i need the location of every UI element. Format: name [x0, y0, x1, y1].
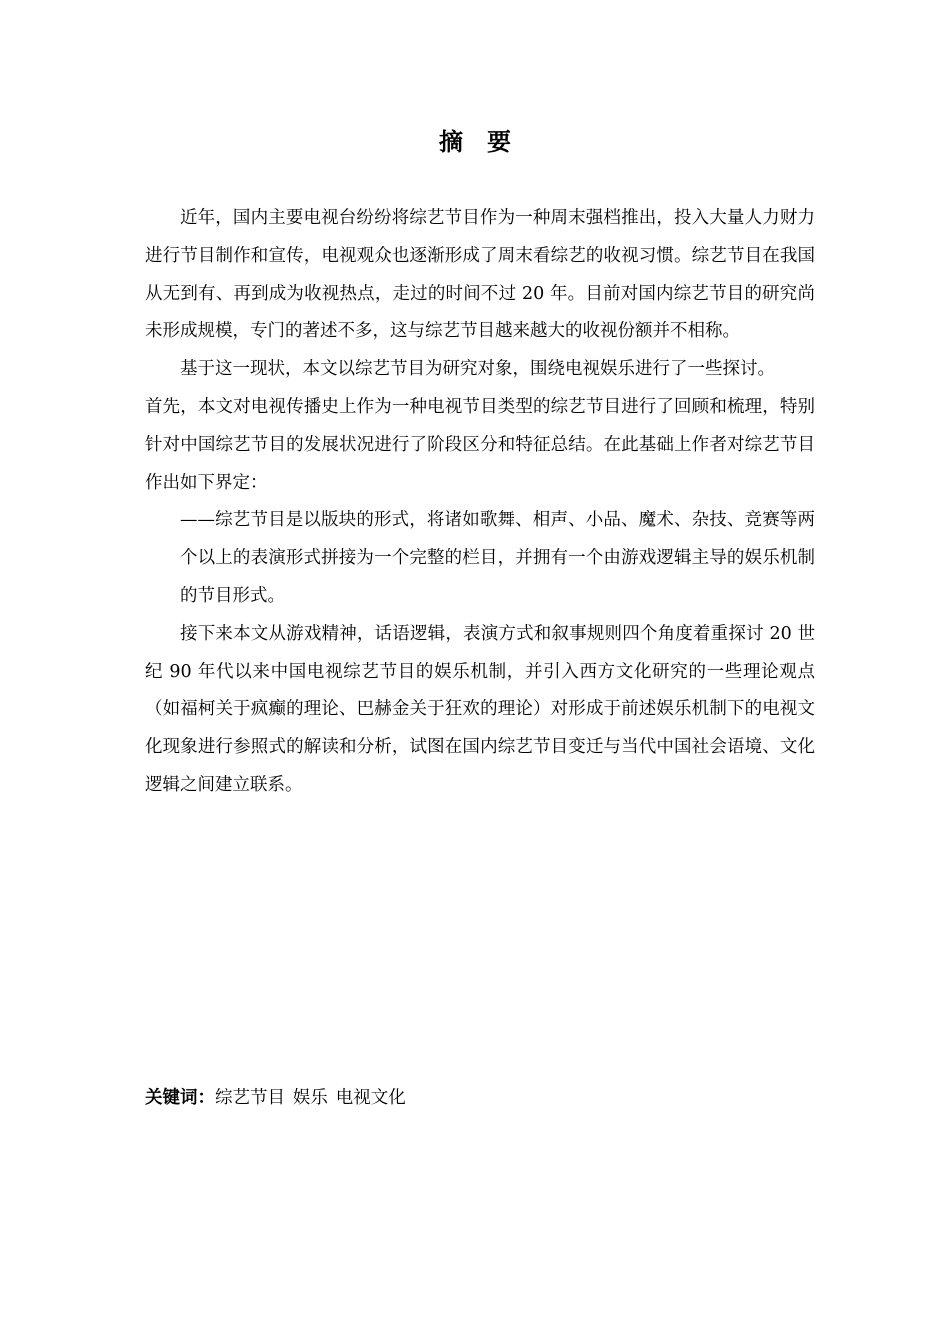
keyword: 电视文化	[335, 1088, 406, 1108]
abstract-body	[145, 200, 815, 805]
keyword: 综艺节目	[215, 1088, 285, 1108]
abstract-paragraph: 基于这一现状，本文以综艺节目为研究对象，围绕电视娱乐进行了一些探讨。	[180, 359, 775, 380]
keywords-label: 关键词：	[145, 1088, 215, 1108]
definition-quote: ——综艺节目是以版块的形式，将诸如歌舞、相声、小品、魔术、杂技、竞赛等两个以上的表演形式拼接为一个完整的栏目，并拥有一个由游戏逻辑主导的娱乐机制的节目形式。	[180, 510, 815, 606]
keywords-line	[145, 1080, 815, 1118]
abstract-paragraph: 首先，本文对电视传播史上作为一种电视节目类型的综艺节目进行了回顾和梳理，特别针对中国综艺节目的发展状况进行了阶段区分和特征总结。在此基础上作者对综艺节目作出如下界定：	[145, 396, 815, 493]
page-title: 摘要	[439, 128, 535, 156]
abstract-paragraph: 近年，国内主要电视台纷纷将综艺节目作为一种周末强档推出，投入大量人力财力进行节目制作和宣传，电视观众也逐渐形成了周末看综艺的收视习惯。综艺节目在我国从无到有、再到成为收视热点，走过的时间不过 20 年。目前对国内综艺节目的研究尚未形成规模，专门的著述不多，这与综艺节目越来越大的收视份额并不相称。	[145, 208, 815, 342]
abstract-paragraph: 接下来本文从游戏精神，话语逻辑，表演方式和叙事规则四个角度着重探讨 20 世纪 90 年代以来中国电视综艺节目的娱乐机制，并引入西方文化研究的一些理论观点（如福柯关于疯癫的理论、巴赫金关于狂欢的理论）对形成于前述娱乐机制下的电视文化现象进行参照式的解读和分析，试图在国内综艺节目变迁与当代中国社会语境、文化逻辑之间建立联系。	[145, 623, 815, 795]
keyword: 娱乐	[292, 1088, 328, 1108]
